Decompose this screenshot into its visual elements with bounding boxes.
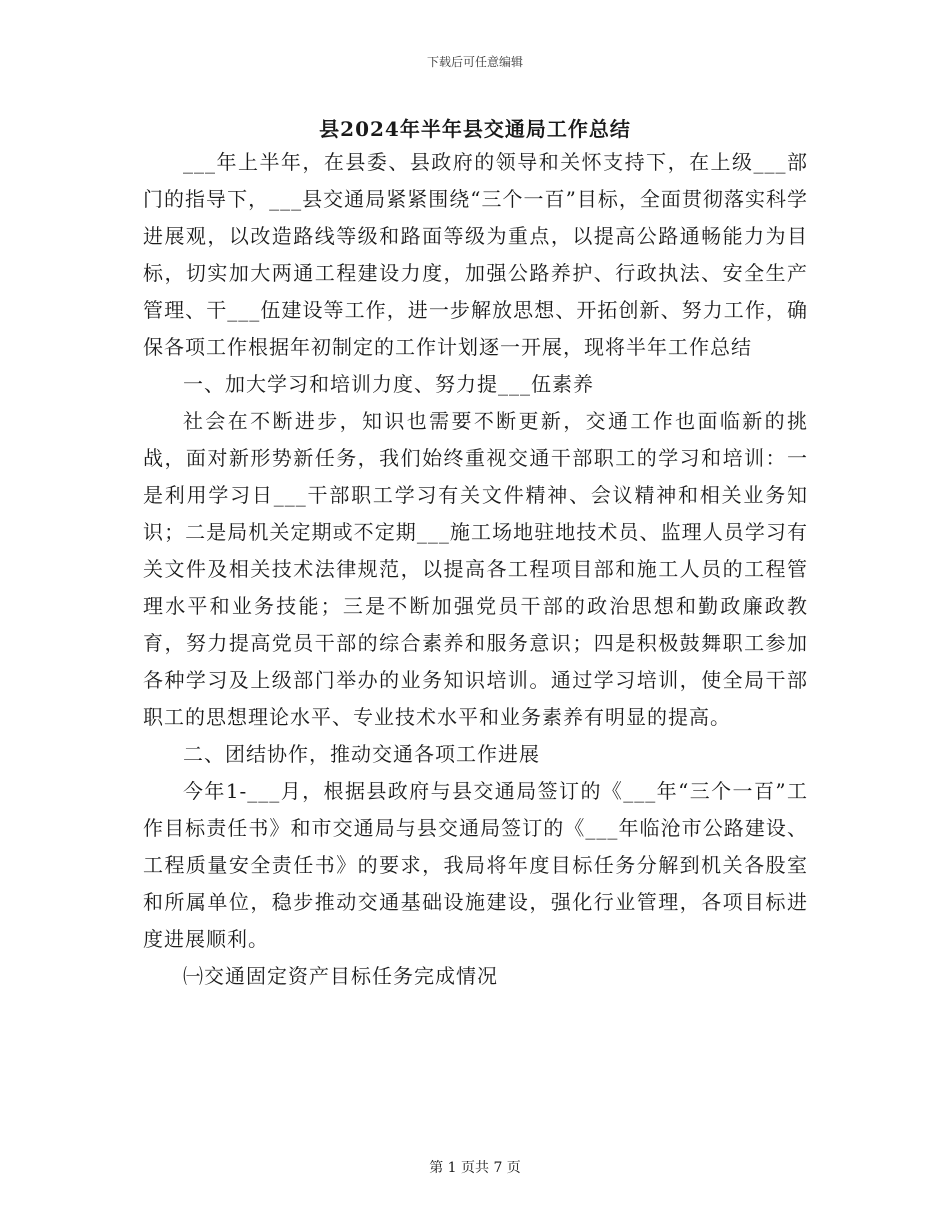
document-body — [143, 144, 808, 995]
paragraph-progress: 今年1-___月，根据县政府与县交通局签订的《___年“三个一百”工作目标责任书》和市交通局与县交通局签订的《___年临沧市公路建设、工程质量安全责任书》的要求，我局将年度目标任务分解到机关各股室和所属单位，稳步推动交通基础设施建设，强化行业管理，各项目标进度进展顺利。 — [143, 779, 808, 951]
paragraph-training: 社会在不断进步，知识也需要不断更新，交通工作也面临新的挑战，面对新形势新任务，我们始终重视交通干部职工的学习和培训：一是利用学习日___干部职工学习有关文件精神、会议精神和相关业务知识；二是局机关定期或不定期___施工场地驻地技术员、监理人员学习有关文件及相关技术法律规范，以提高各工程项目部和施工人员的工程管理水平和业务技能；三是不断加强党员干部的政治思想和勤政廉政教育，努力提高党员干部的综合素养和服务意识；四是积极鼓舞职工参加各种学习及上级部门举办的业务知识培训。通过学习培训，使全局干部职工的思想理论水平、专业技术水平和业务素养有明显的提高。 — [143, 409, 808, 729]
section-heading-1: 一、加大学习和培训力度、努力提___伍素养 — [183, 372, 594, 396]
paragraph-intro: ___年上半年，在县委、县政府的领导和关怀支持下，在上级___部门的指导下，___县交通局紧紧围绕“三个一百”目标，全面贯彻落实科学进展观，以改造路线等级和路面等级为重点，以提高公路通畅能力为目标，切实加大两通工程建设力度，加强公路养护、行政执法、安全生产管理、干___伍建设等工作，进一步解放思想、开拓创新、努力工作，确保各项工作根据年初制定的工作计划逐一开展，现将半年工作总结 — [143, 150, 808, 359]
document-title: 县2024年半年县交通局工作总结 — [319, 117, 631, 141]
header-note: 下载后可任意编辑 — [426, 55, 523, 69]
page-number: 第 1 页共 7 页 — [429, 1160, 521, 1176]
subsection-heading-1: ㈠交通固定资产目标任务完成情况 — [183, 964, 498, 988]
section-heading-2: 二、团结协作，推动交通各项工作进展 — [183, 742, 540, 766]
